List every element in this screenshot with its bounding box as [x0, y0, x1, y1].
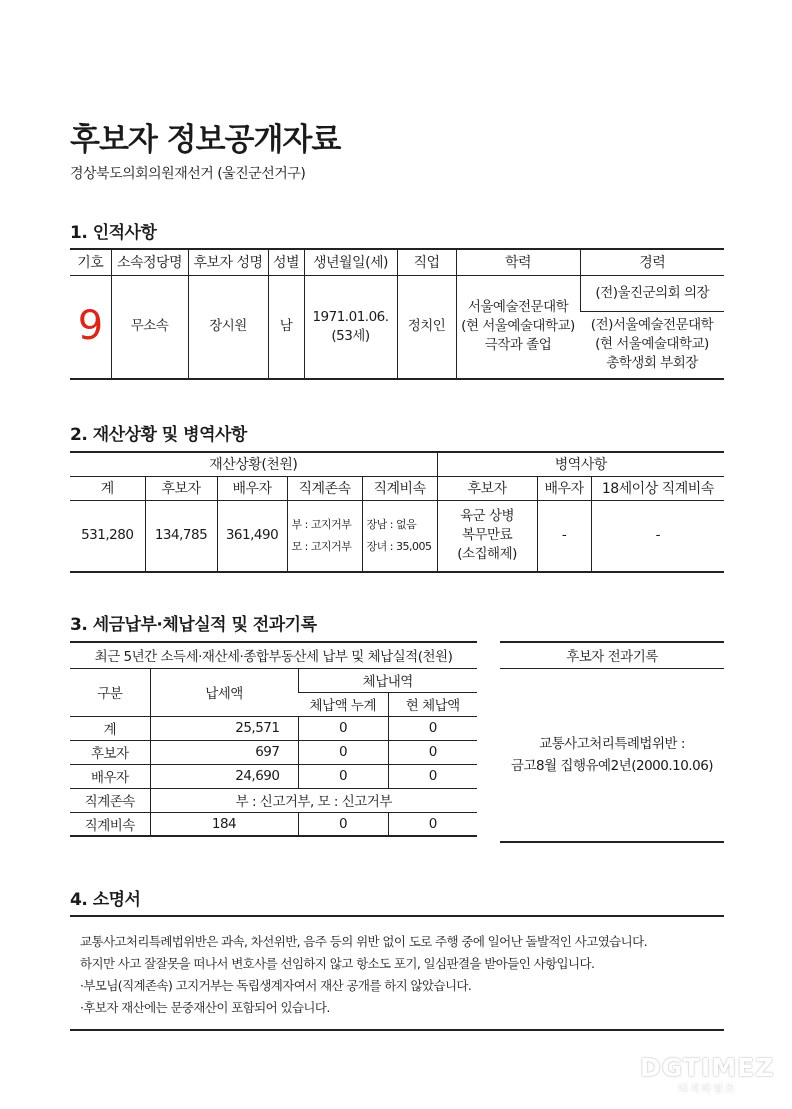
age: (53세)	[331, 327, 370, 344]
row-arrears-current: 0	[388, 740, 477, 764]
page-subtitle: 경상북도의회의원재선거 (울진군선거구)	[70, 166, 306, 182]
ascendant-line: 모 : 고지거부	[291, 539, 352, 553]
row-label: 직계존속	[70, 788, 150, 812]
asset-ascendant	[287, 500, 362, 572]
criminal-header: 후보자 전과기록	[500, 642, 724, 668]
asset-col-descendant: 직계비속	[362, 476, 437, 500]
party-value: 무소속	[111, 275, 188, 379]
asset-candidate: 134,785	[145, 500, 217, 572]
asset-header: 재산상황(천원)	[70, 452, 437, 476]
tax-col-paid: 납세액	[150, 668, 298, 716]
ascendant-tax-value: 부 : 신고거부, 모 : 신고거부	[150, 788, 477, 812]
row-label: 후보자	[70, 740, 150, 764]
section2-title: 2. 재산상황 및 병역사항	[70, 425, 247, 445]
career-1: (전)울진군의회 의장	[580, 275, 724, 311]
watermark-sub: 디지타임즈	[677, 1084, 737, 1095]
mil-line: 육군 상병	[460, 508, 515, 525]
candidate-number: 9	[77, 303, 103, 350]
criminal-line: 교통사고처리특례법위반 :	[539, 735, 685, 752]
mil-line: (소집해제)	[457, 546, 517, 563]
row-paid: 184	[150, 812, 298, 836]
section3-title: 3. 세금납부·체납실적 및 전과기록	[70, 615, 317, 635]
header-name: 후보자 성명	[188, 249, 268, 275]
education-line: 서울예술전문대학	[467, 299, 569, 316]
row-arrears-current: 0	[388, 812, 477, 836]
watermark-logo	[640, 1053, 774, 1095]
tax-col-category: 구분	[70, 668, 150, 716]
tax-col-arrears-total: 체납액 누계	[298, 692, 388, 716]
table-row	[70, 812, 477, 836]
mil-children: -	[591, 500, 724, 572]
table-row	[70, 740, 477, 764]
row-arrears-total: 0	[298, 812, 388, 836]
asset-col-ascendant: 직계존속	[287, 476, 362, 500]
asset-military-table	[70, 451, 724, 573]
statement-line: 하지만 사고 잘잘못을 떠나서 변호사를 선임하지 않고 항소도 포기, 일심판결을 받아들인 사항입니다.	[80, 956, 595, 971]
descendant-line: 장녀 : 35,005	[366, 539, 432, 553]
section1-title: 1. 인적사항	[70, 223, 157, 243]
job-value: 정치인	[397, 275, 456, 379]
page-title: 후보자 정보공개자료	[70, 122, 341, 158]
row-paid: 697	[150, 740, 298, 764]
personal-info-table	[70, 248, 724, 380]
mil-col-spouse: 배우자	[537, 476, 591, 500]
row-arrears-total: 0	[298, 740, 388, 764]
row-arrears-current: 0	[388, 716, 477, 740]
asset-descendant	[362, 500, 437, 572]
tax-header: 최근 5년간 소득세·재산세·종합부동산세 납부 및 체납실적(천원)	[70, 642, 477, 668]
tax-table	[70, 641, 477, 837]
birth-value	[304, 275, 397, 379]
header-career: 경력	[580, 249, 724, 275]
asset-total: 531,280	[81, 527, 134, 544]
section4-title: 4. 소명서	[70, 890, 141, 910]
row-label: 배우자	[70, 764, 150, 788]
career-line: 총학생회 부회장	[606, 355, 698, 372]
tax-col-arrears: 체납내역	[298, 668, 477, 692]
header-party: 소속정당명	[111, 249, 188, 275]
descendant-line: 장남 : 없음	[366, 517, 417, 531]
asset-col-total: 계	[70, 476, 145, 500]
asset-spouse: 361,490	[217, 500, 287, 572]
criminal-record	[500, 668, 724, 842]
birth-date: 1971.01.06.	[312, 308, 389, 325]
ascendant-line: 부 : 고지거부	[291, 517, 352, 531]
statement-box	[70, 915, 724, 1031]
criminal-record-table	[500, 641, 724, 843]
row-paid: 24,690	[150, 764, 298, 788]
career-line: (현 서울예술대학교)	[595, 336, 709, 353]
education-line: 극작과 졸업	[484, 337, 552, 354]
name-value: 장시원	[188, 275, 268, 379]
row-label: 계	[70, 716, 150, 740]
header-birth: 생년월일(세)	[304, 249, 397, 275]
table-row	[70, 788, 477, 812]
education-line: (현 서울예술대학교)	[461, 318, 575, 335]
row-paid: 25,571	[150, 716, 298, 740]
mil-col-children: 18세이상 직계비속	[591, 476, 724, 500]
mil-spouse: -	[537, 500, 591, 572]
row-arrears-total: 0	[298, 716, 388, 740]
criminal-line: 금고8월 집행유예2년(2000.10.06)	[510, 757, 714, 774]
mil-candidate	[437, 500, 537, 572]
education-value	[456, 275, 580, 379]
table-row	[70, 716, 477, 740]
gender-value: 남	[268, 275, 304, 379]
statement-line: ·후보자 재산에는 문중재산이 포함되어 있습니다.	[80, 1000, 330, 1015]
table-row	[70, 764, 477, 788]
watermark-main: DGTIMEZ	[640, 1053, 775, 1082]
header-number: 기호	[70, 249, 111, 275]
header-job: 직업	[397, 249, 456, 275]
header-gender: 성별	[268, 249, 304, 275]
row-label: 직계비속	[84, 817, 135, 834]
row-arrears-total: 0	[298, 764, 388, 788]
row-arrears-current: 0	[388, 764, 477, 788]
statement-line: ·부모님(직계존속) 고지거부는 독립생계자여서 재산 공개를 하지 않았습니다.	[80, 978, 472, 993]
military-header: 병역사항	[437, 452, 724, 476]
career-line: (전)서울예술전문대학	[590, 317, 714, 334]
statement-line: 교통사고처리특례법위반은 과속, 차선위반, 음주 등의 위반 없이 도로 주행 중에 일어난 돌발적인 사고였습니다.	[80, 934, 647, 949]
header-education: 학력	[456, 249, 580, 275]
asset-col-candidate: 후보자	[145, 476, 217, 500]
mil-line: 복무만료	[461, 527, 513, 544]
tax-col-arrears-current: 현 체납액	[388, 692, 477, 716]
asset-col-spouse: 배우자	[217, 476, 287, 500]
career-2	[580, 311, 724, 379]
mil-col-candidate: 후보자	[437, 476, 537, 500]
